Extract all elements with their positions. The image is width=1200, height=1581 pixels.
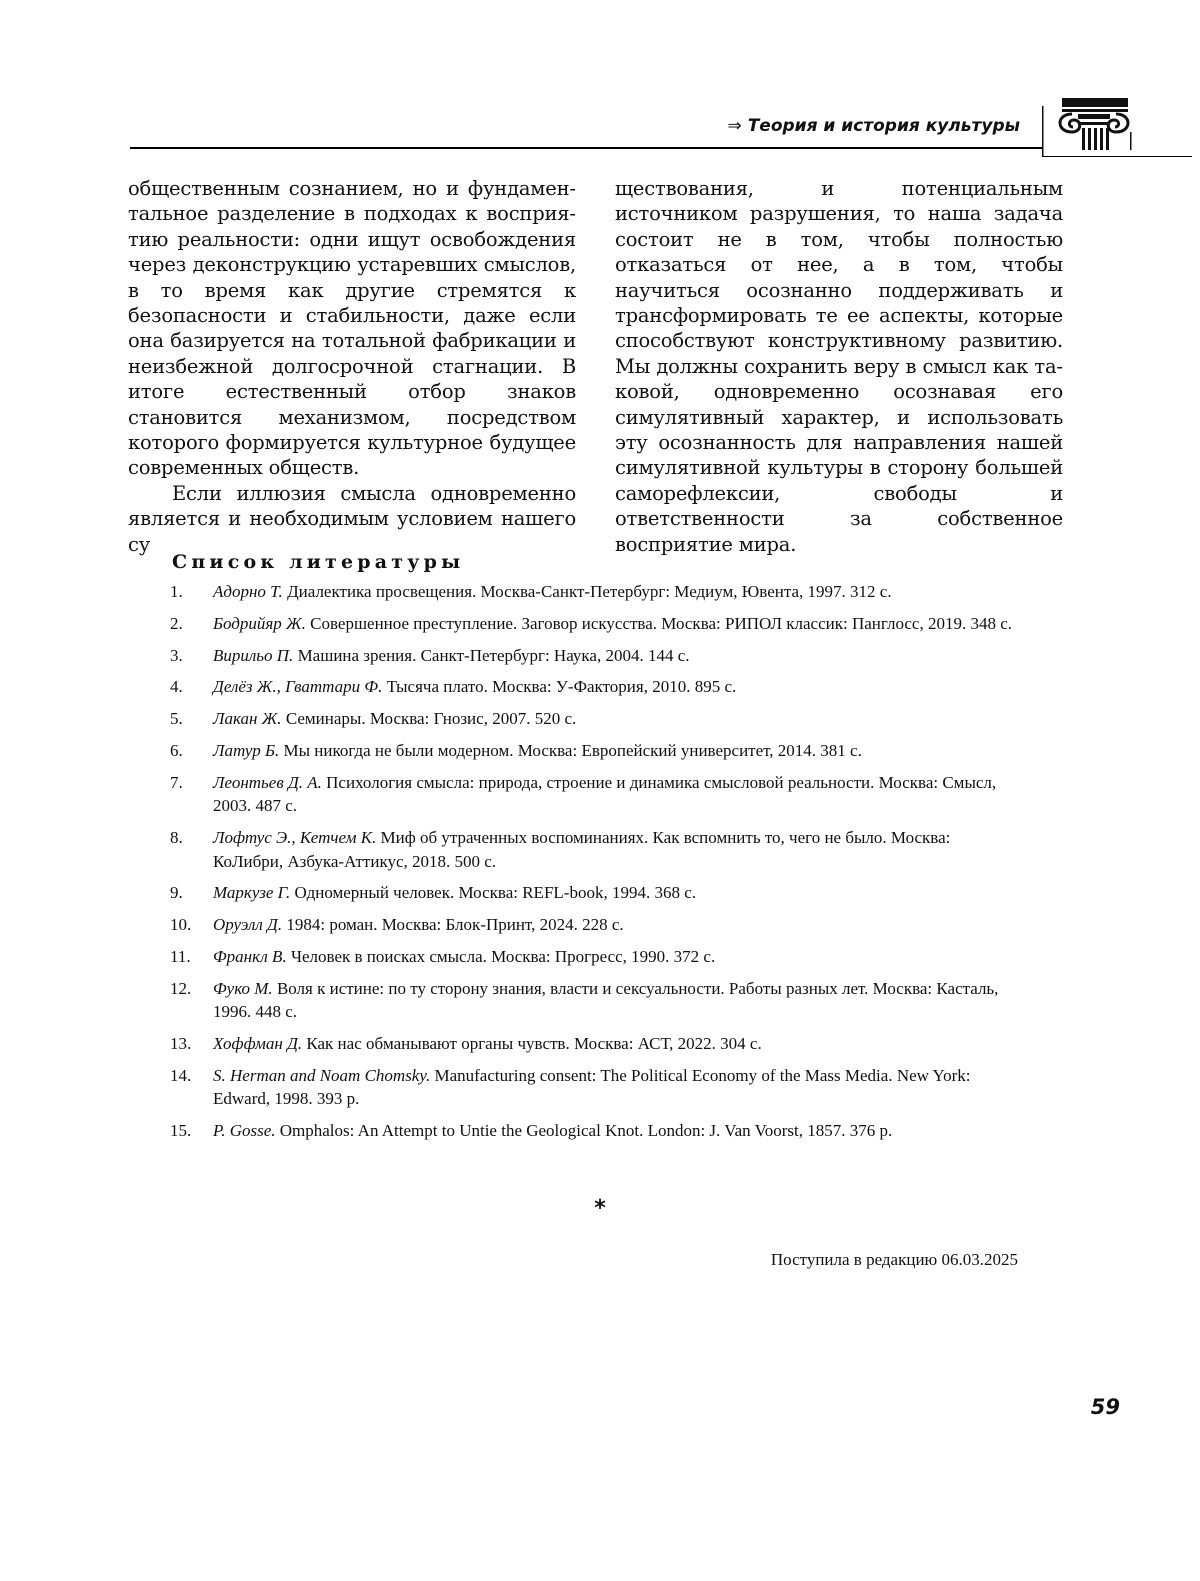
reference-number: 9. bbox=[170, 883, 183, 903]
reference-author: Фуко М. bbox=[213, 978, 273, 998]
reference-author: Адорно Т. bbox=[213, 582, 283, 601]
reference-item bbox=[170, 1119, 1020, 1143]
reference-text: Одномерный человек. Москва: REFL-book, 1994. 368 с. bbox=[290, 883, 696, 903]
reference-text: Семинары. Москва: Гнозис, 2007. 520 с. bbox=[281, 709, 577, 729]
received-date: Поступила в редакцию 06.03.2025 bbox=[770, 1250, 1018, 1269]
body-column-right bbox=[615, 176, 1063, 557]
reference-text: Диалектика просвещения. Москва-Санкт-Петербург: Медиум, Ювента, 1997. 312 с. bbox=[282, 582, 892, 601]
reference-number: 6. bbox=[170, 740, 183, 760]
reference-author: S. Herman and Noam Chomsky. bbox=[213, 1065, 431, 1085]
reference-item bbox=[170, 580, 1020, 604]
reference-author: Вирильо П. bbox=[213, 645, 294, 665]
reference-text: Воля к истине: по ту сторону знания, власти и сексуальности. Работы разных лет. Москва: Касталь, 1996. 448 с. bbox=[213, 978, 999, 1022]
reference-text: Мы никогда не были модерном. Москва: Европейский университет, 2014. 381 с. bbox=[279, 740, 862, 760]
reference-text: Машина зрения. Санкт-Петербург: Наука, 2004. 144 с. bbox=[293, 645, 690, 665]
reference-item bbox=[170, 707, 1020, 731]
reference-text: Omphalos: An Attempt to Untie the Geological Knot. London: J. Van Voorst, 1857. 376 p. bbox=[275, 1121, 893, 1141]
body-paragraph: ществования, и потенциальным источником разрушения, то наша задача состоит не в том, чтобы полностью отказаться от нее, а в том, чтобы научиться осознанно поддерживать и трансформировать те ее аспекты, которые способствуют конструктивному развитию. Мы должны сохранить веру в смысл как таковой, одновременно осознавая его симулятивный характер, и использовать эту осознанность для направления нашей симулятивной культуры в сторону большей саморефлексии, свободы и ответственности за собственное восприятие мира. bbox=[615, 177, 1063, 556]
reference-author: Лакан Ж. bbox=[213, 709, 282, 729]
reference-author: Бодрийяр Ж. bbox=[213, 613, 306, 633]
reference-item bbox=[170, 913, 1020, 937]
reference-item bbox=[170, 771, 1020, 818]
reference-number: 7. bbox=[170, 772, 183, 792]
reference-author: Лофтус Э., Кетчем К. bbox=[213, 828, 377, 848]
reference-number: 11. bbox=[170, 946, 191, 966]
reference-author: Оруэлл Д. bbox=[213, 915, 283, 935]
reference-number: 14. bbox=[170, 1065, 192, 1085]
reference-number: 15. bbox=[170, 1121, 192, 1141]
reference-text: Человек в поисках смысла. Москва: Прогресс, 1990. 372 с. bbox=[286, 946, 716, 966]
page-number: 59 bbox=[1090, 1395, 1120, 1419]
reference-item bbox=[170, 945, 1020, 969]
reference-author: Франкл В. bbox=[213, 946, 287, 966]
reference-number: 10. bbox=[170, 915, 192, 935]
reference-author: Леонтьев Д. А. bbox=[213, 772, 322, 792]
reference-item bbox=[170, 881, 1020, 905]
reference-number: 2. bbox=[170, 613, 183, 633]
reference-text: Совершенное преступление. Заговор искусства. Москва: РИПОЛ классик: Панглосс, 2019. 348 с. bbox=[305, 613, 1013, 633]
reference-text: Manufacturing consent: The Political Economy of the Mass Media. New York: Edward, 1998. 393 p. bbox=[213, 1065, 971, 1109]
reference-text: Тысяча плато. Москва: У-Фактория, 2010. 895 с. bbox=[382, 677, 737, 697]
column-capital-icon bbox=[1042, 92, 1132, 156]
running-header bbox=[727, 116, 1020, 136]
reference-number: 13. bbox=[170, 1034, 192, 1054]
reference-item bbox=[170, 612, 1020, 636]
reference-text: Как нас обманывают органы чувств. Москва: АСТ, 2022. 304 с. bbox=[302, 1034, 762, 1054]
reference-number: 12. bbox=[170, 978, 192, 998]
reference-number: 1. bbox=[170, 582, 183, 601]
reference-text: Психология смысла: природа, строение и динамика смысловой реальности. Москва: Смысл, 2003. 487 с. bbox=[213, 772, 997, 816]
reference-item bbox=[170, 675, 1020, 699]
body-paragraph: Если иллюзия смысла одновременно является и необходимым условием нашего су bbox=[128, 481, 576, 556]
references-heading: Список литературы bbox=[172, 551, 465, 573]
reference-author: Маркузе Г. bbox=[213, 883, 291, 903]
reference-item bbox=[170, 826, 1020, 873]
references-list bbox=[170, 580, 1020, 1151]
reference-item bbox=[170, 739, 1020, 763]
reference-author: Латур Б. bbox=[213, 740, 280, 760]
reference-author: Делёз Ж., Гваттари Ф. bbox=[213, 677, 383, 697]
reference-number: 8. bbox=[170, 828, 183, 848]
reference-number: 4. bbox=[170, 677, 183, 697]
body-paragraph: общественным сознанием, но и фундаментальное разделение в подходах к восприятию реальности: одни ищут освобождения через деконструкцию устаревших смыслов, в то время как другие стремятся к безопасности и стабильности, даже если она базируется на тотальной фабрикации и неизбежной долгосрочной стагнации. В итоге естественный отбор знаков становится механизмом, посредством которого формируется культурное будущее современных обществ. bbox=[128, 177, 576, 480]
reference-text: 1984: роман. Москва: Блок-Принт, 2024. 228 с. bbox=[282, 915, 624, 935]
reference-item bbox=[170, 977, 1020, 1024]
body-column-left bbox=[128, 176, 576, 557]
section-title: Теория и история культуры bbox=[747, 116, 1020, 136]
reference-item bbox=[170, 1032, 1020, 1056]
reference-item bbox=[170, 1064, 1020, 1111]
reference-item bbox=[170, 644, 1020, 668]
reference-author: P. Gosse. bbox=[213, 1121, 276, 1141]
section-separator: * bbox=[594, 1196, 606, 1221]
header-rule-extension bbox=[1042, 156, 1192, 157]
reference-text: Миф об утраченных воспоминаниях. Как вспомнить то, чего не было. Москва: КоЛибри, Азбука-Аттикус, 2018. 500 с. bbox=[213, 828, 951, 871]
reference-number: 3. bbox=[170, 645, 183, 665]
arrow-icon: ⇒ bbox=[727, 116, 742, 136]
reference-number: 5. bbox=[170, 709, 183, 729]
header-rule bbox=[130, 147, 1046, 149]
reference-author: Хоффман Д. bbox=[213, 1034, 303, 1054]
